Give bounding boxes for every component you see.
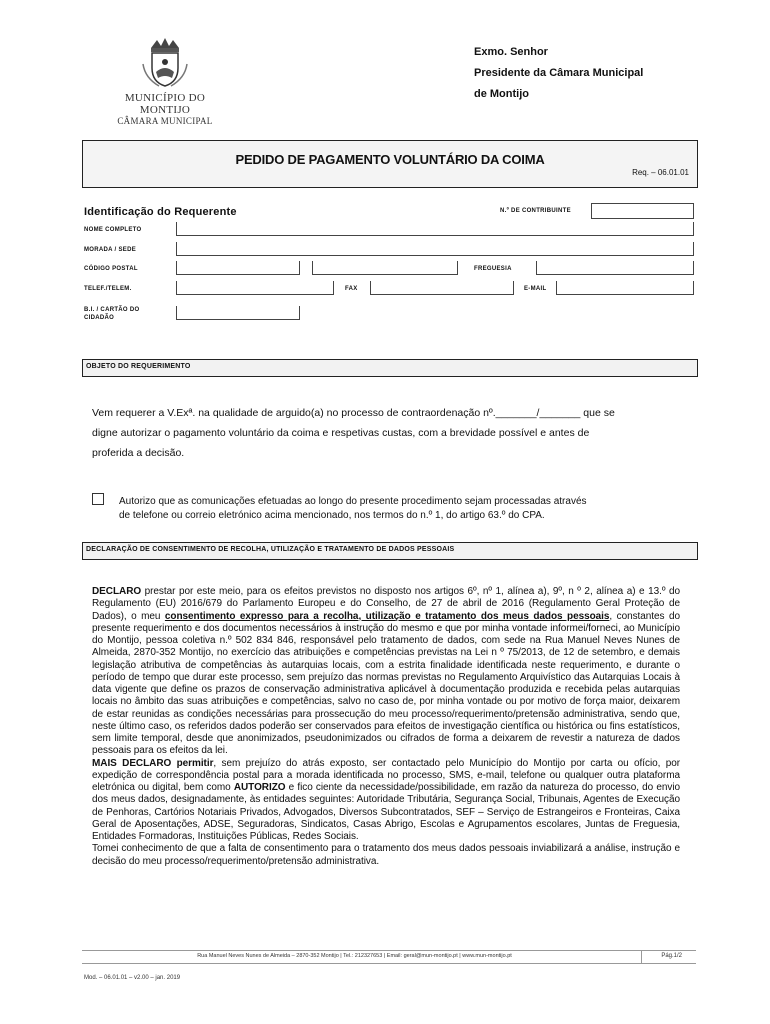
declaration-text-d: e fico ciente da necessidade/possibilidade, em razão da natureza do processo, do envio dos meus dados, designadamente, às entidades seguintes: Autoridade Tributária, Segurança Social, Tribunais, Agentes de Execução de Penhoras, Cartórios Notariais Privados, Advogados, Diversos Subcontratados, SEF – Serviço de Estrangeiros e Fronteiras, Caixa Geral de Aposentações, ADSE, Seguradoras, Sindicatos, Casas Abrigo, Escolas e Agrupamentos escolares, Juntas de Freguesia, Entidades Formadoras, Instituições Públicas, Redes Sociais. bbox=[92, 782, 680, 842]
municipality-logo bbox=[110, 34, 220, 126]
object-section-title: OBJETO DO REQUERIMENTO bbox=[86, 363, 191, 370]
fax-label: FAX bbox=[345, 286, 358, 292]
object-line: proferida a decisão. bbox=[92, 447, 185, 459]
parish-label: FREGUESIA bbox=[474, 266, 512, 272]
declaration-text-a: prestar por este meio, para os efeitos previstos no disposto nos artigos 6º, nº 1, alínea a), 9º, n º 2, alínea a) e 13.º do Regulamento (EU) 2016/679 do Parlamento Europeu e do Conselho, de 27 de abril de 2016 (Regulamento Geral Proteção de Dados), o meu bbox=[92, 586, 680, 622]
declaration-section-header bbox=[82, 542, 698, 560]
footer-address: Rua Manuel Neves Nunes de Almeida – 2870-352 Montijo | Tel.: 212327653 | Email: geral@mun-montijo.pt | www.mun-montijo.pt bbox=[197, 953, 512, 959]
postal-code-label: CÓDIGO POSTAL bbox=[84, 266, 138, 272]
declaration-text bbox=[92, 586, 680, 868]
consent-line: Autorizo que as comunicações efetuadas ao longo do presente procedimento sejam processadas através bbox=[119, 496, 587, 507]
footer-divider bbox=[641, 951, 642, 963]
postal-locality-field[interactable] bbox=[312, 261, 458, 275]
fax-field[interactable] bbox=[370, 281, 514, 295]
page-number: Pág.1/2 bbox=[661, 953, 682, 959]
parish-field[interactable] bbox=[536, 261, 694, 275]
postal-code-field[interactable] bbox=[176, 261, 300, 275]
phone-field[interactable] bbox=[176, 281, 334, 295]
email-field[interactable] bbox=[556, 281, 694, 295]
id-card-field[interactable] bbox=[176, 306, 300, 320]
object-paragraph bbox=[92, 403, 680, 463]
id-card-label-line: CIDADÃO bbox=[84, 315, 115, 321]
coat-of-arms-icon bbox=[137, 34, 193, 90]
autorizo-bold: AUTORIZO bbox=[233, 782, 286, 793]
email-label: E-MAIL bbox=[524, 286, 547, 292]
object-section-header bbox=[82, 359, 698, 377]
object-line: digne autorizar o pagamento voluntário da coima e respetivas custas, com a brevidade possível e antes de bbox=[92, 427, 590, 439]
declaration-paragraph-3: Tomei conhecimento de que a falta de consentimento para o tratamento dos meus dados pessoais inviabilizará a análise, instrução e decisão do meu processo/requerimento/pretensão administrativa. bbox=[92, 843, 680, 867]
declaration-text-b: , constantes do presente requerimento e dos documentos necessários à instrução do mesmo e que por minha vontade informei/forneci, ao Município do Montijo, pessoa coletiva n.º 502 834 846, responsável pelo tratamento de dados, com sede na Rua Manuel Neves Nunes de Almeida, 2870-352 Montijo, no exercício das atribuições e competências previstas na Lei n º 75/2013, de 12 de setembro, e demais legislação atributiva de competências às autarquias locais, com a estrita finalidade identificada neste requerimento, e durante o período de tempo que durar este processo, sem prejuízo das normas previstas no Regulamento Arquivístico das Autarquias Locais à data vigente que define os prazos de conservação administrativa aplicável à documentação produzida e recebida pelas autarquias locais no âmbito das suas atribuições e competências, salvo no caso de, por minha vontade ou por motivo de força maior, deixarem de estar reunidas as condições necessárias para prossecução do meu processo/requerimento/pretensão administrativa, sendo que, neste último caso, os referidos dados poderão ser conservados para efeitos de investigação científica ou histórica ou fins estatísticos, sem limite temporal, desde que anonimizados, pseudonimizados ou cifrados de forma a deixarem de revestir a natureza de dados pessoais para os efeitos da lei. bbox=[92, 610, 680, 757]
form-title-box bbox=[82, 140, 698, 188]
model-version: Mod. – 06.01.01 – v2.00 – jan. 2019 bbox=[84, 975, 181, 981]
addressee-line: Exmo. Senhor bbox=[474, 46, 548, 58]
nif-label: N.º DE CONTRIBUINTE bbox=[500, 208, 571, 214]
consent-communication-text bbox=[119, 495, 681, 523]
declaro-bold: DECLARO bbox=[92, 586, 142, 597]
declaration-section-title: DECLARAÇÃO DE CONSENTIMENTO DE RECOLHA, UTILIZAÇÃO E TRATAMENTO DE DADOS PESSOAIS bbox=[86, 546, 455, 553]
phone-label: TELEF./TELEM. bbox=[84, 286, 132, 292]
nif-field[interactable] bbox=[591, 203, 694, 219]
identification-heading: Identificação do Requerente bbox=[84, 206, 237, 218]
mais-declaro-bold: MAIS DECLARO permitir bbox=[92, 757, 214, 769]
consent-underline: consentimento expresso para a recolha, utilização e tratamento dos meus dados pessoais bbox=[164, 610, 610, 622]
address-label: MORADA / SEDE bbox=[84, 247, 137, 253]
addressee-line: de Montijo bbox=[474, 88, 529, 100]
logo-line-1: MUNICÍPIO DO MONTIJO bbox=[124, 92, 206, 116]
object-line: Vem requerer a V.Exª. na qualidade de arguido(a) no processo de contraordenação nº._______/_______ que se bbox=[92, 407, 615, 419]
id-card-label-line: B.I. / CARTÃO DO bbox=[84, 307, 140, 313]
consent-communication-checkbox[interactable] bbox=[92, 493, 104, 505]
logo-line-2: CÂMARA MUNICIPAL bbox=[117, 116, 213, 126]
page-footer bbox=[82, 950, 696, 964]
addressee-line: Presidente da Câmara Municipal bbox=[474, 67, 644, 79]
declaration-paragraph-1 bbox=[92, 586, 680, 758]
name-field[interactable] bbox=[176, 222, 694, 236]
consent-line: de telefone ou correio eletrónico acima mencionado, nos termos do n.º 1, do artigo 63.º do CPA. bbox=[119, 510, 545, 521]
declaration-paragraph-2 bbox=[92, 758, 680, 844]
form-reference: Req. – 06.01.01 bbox=[632, 168, 689, 177]
name-label: NOME COMPLETO bbox=[84, 227, 142, 233]
address-field[interactable] bbox=[176, 242, 694, 256]
addressee bbox=[474, 42, 643, 105]
id-card-label bbox=[84, 306, 139, 322]
declaration-text-c: , sem prejuízo do atrás exposto, ser contactado pelo Município do Montijo por carta ou ofício, por expedição de correspondência postal para a morada identificada no processo, SMS, e-mail, telefone ou qualquer outra plataforma eletrónica ou digital, bem como bbox=[92, 757, 681, 793]
form-title: PEDIDO DE PAGAMENTO VOLUNTÁRIO DA COIMA bbox=[235, 152, 545, 167]
